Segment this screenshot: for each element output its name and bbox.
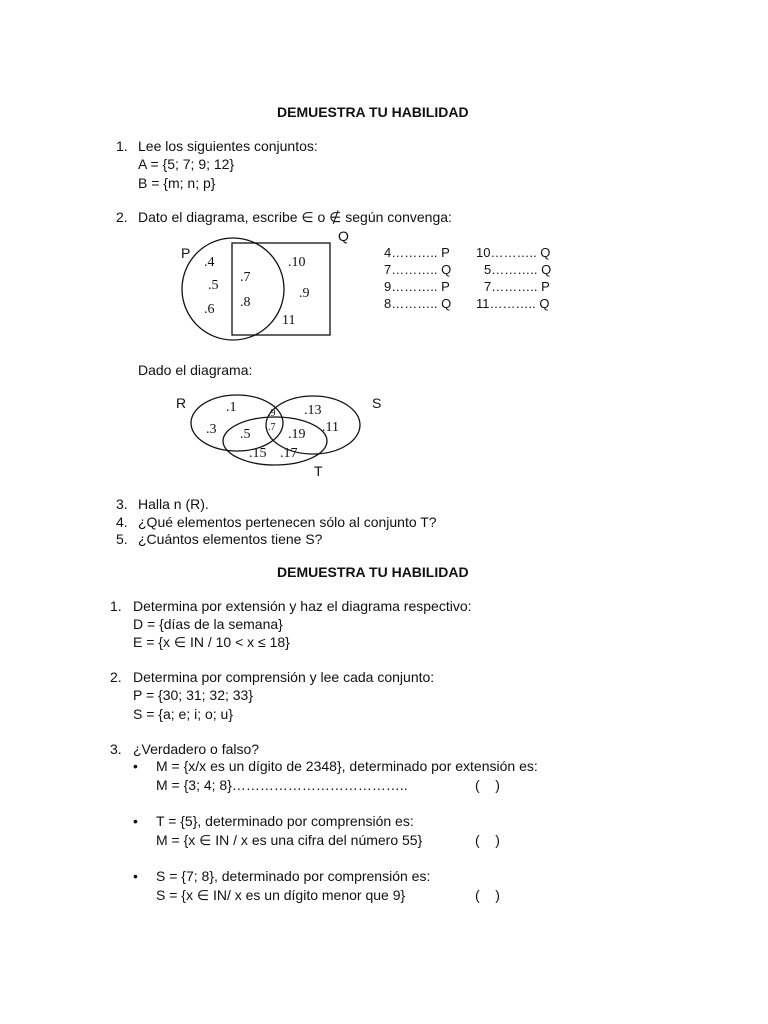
elem-s-0: .13 (304, 403, 322, 418)
set-q-rectangle (232, 243, 330, 335)
label-t: T (314, 463, 323, 479)
bullet-icon-1: • (133, 813, 138, 829)
set-p-circle (182, 238, 284, 340)
elem-both-0: .7 (240, 270, 251, 285)
venn-diagram-rst (170, 387, 400, 487)
bullet-2-paren: ( ) (475, 887, 500, 903)
elem-st: .19 (288, 427, 306, 442)
s2-q2-number: 2. (110, 669, 122, 685)
answer-1: 10……….. Q (476, 245, 551, 260)
q2-number: 2. (116, 209, 128, 225)
answer-4: 9……….. P (384, 279, 450, 294)
bullet-1-paren: ( ) (475, 832, 500, 848)
set-e: E = {x ∈ IN / 10 < x ≤ 18} (133, 634, 290, 650)
elem-s-1: .11 (322, 420, 339, 435)
bullet-0-paren: ( ) (475, 777, 500, 793)
answer-7: 11……….. Q (476, 296, 550, 311)
elem-p-1: .5 (208, 278, 219, 293)
elem-p-2: .6 (204, 302, 215, 317)
section1-title: DEMUESTRA TU HABILIDAD (277, 104, 469, 120)
elem-q-1: .9 (299, 286, 310, 301)
answer-2: 7……….. Q (384, 262, 452, 277)
label-s: S (372, 395, 382, 411)
section2-title: DEMUESTRA TU HABILIDAD (277, 564, 469, 580)
set-b: B = {m; n; p} (138, 175, 216, 191)
s2-q2-text: Determina por comprensión y lee cada conjunto: (133, 669, 435, 685)
q5-text: ¿Cuántos elementos tiene S? (138, 531, 323, 547)
q1-text: Lee los siguientes conjuntos: (138, 138, 318, 154)
elem-t-1: .17 (280, 446, 298, 461)
set-s: S = {a; e; i; o; u} (133, 706, 234, 722)
label-r: R (176, 395, 187, 411)
elem-rst: .7 (268, 422, 276, 433)
q2-text: Dato el diagrama, escribe ∈ o ∉ según convenga: (138, 209, 452, 225)
elem-t-0: .15 (249, 446, 267, 461)
elem-rs: .9 (268, 408, 276, 419)
set-p: P = {30; 31; 32; 33} (133, 687, 254, 703)
s2-q3-number: 3. (110, 741, 122, 757)
bullet-icon-2: • (133, 868, 138, 884)
elem-r-0: .1 (226, 400, 237, 415)
label-p: P (181, 245, 191, 261)
set-d: D = {días de la semana} (133, 616, 283, 632)
answer-5: 7……….. P (484, 279, 550, 294)
bullet-0-line2: M = {3; 4; 8}……………………………….. (156, 777, 408, 793)
q4-text: ¿Qué elementos pertenecen sólo al conjunto T? (138, 514, 437, 530)
elem-rt: .5 (240, 427, 251, 442)
bullet-2-line1: S = {7; 8}, determinado por comprensión es: (156, 868, 431, 884)
bullet-0-line1: M = {x/x es un dígito de 2348}, determinado por extensión es: (156, 758, 538, 774)
elem-q-2: 11 (282, 313, 296, 328)
elem-p-0: .4 (204, 255, 215, 270)
dado-text: Dado el diagrama: (138, 362, 253, 378)
q3-number: 3. (116, 496, 128, 512)
s2-q1-text: Determina por extensión y haz el diagrama respectivo: (133, 598, 472, 614)
q4-number: 4. (116, 514, 128, 530)
s2-q3-text: ¿Verdadero o falso? (133, 741, 260, 757)
elem-both-1: .8 (240, 295, 251, 310)
bullet-2-line2: S = {x ∈ IN/ x es un dígito menor que 9} (156, 887, 406, 903)
s2-q1-number: 1. (110, 598, 122, 614)
bullet-1-line2: M = {x ∈ IN / x es una cifra del número 55} (156, 832, 423, 848)
answer-6: 8……….. Q (384, 296, 452, 311)
q5-number: 5. (116, 531, 128, 547)
elem-q-0: .10 (288, 255, 306, 270)
elem-r-1: .3 (206, 422, 217, 437)
answer-0: 4……….. P (384, 245, 450, 260)
label-q: Q (338, 228, 349, 244)
answer-3: 5……….. Q (484, 262, 552, 277)
set-a: A = {5; 7; 9; 12} (138, 156, 235, 172)
q3-text: Halla n (R). (138, 496, 209, 512)
q1-number: 1. (116, 138, 128, 154)
bullet-1-line1: T = {5}, determinado por comprensión es: (156, 813, 414, 829)
bullet-icon-0: • (133, 758, 138, 774)
venn-diagram-pq (170, 225, 370, 345)
